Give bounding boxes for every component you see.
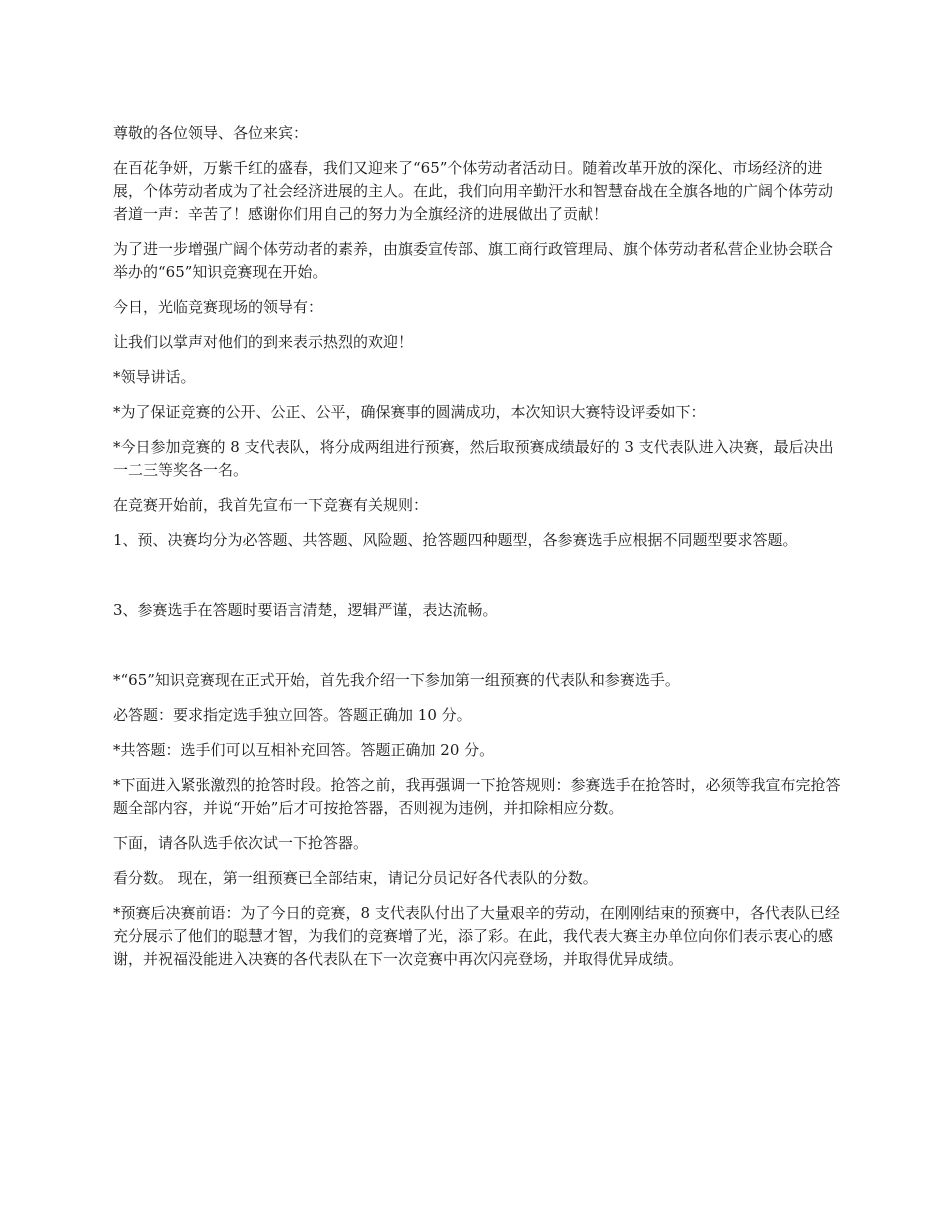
score-check: 看分数。 现在，第一组预赛已全部结束，请记分员记好各代表队的分数。 [113,869,598,887]
blank-space [113,634,841,669]
leader-speech: *领导讲话。 [113,368,196,386]
rule-3: 3、参赛选手在答题时要语言清楚，逻辑严谨，表达流畅。 [113,601,498,619]
rule-1: 1、预、决赛均分为必答题、共答题、风险题、抢答题四种题型，各参赛选手应根据不同题型要求答题。 [113,531,798,549]
opening-paragraph: 在百花争妍，万紫千红的盛春，我们又迎来了“65”个体劳动者活动日。随着改革开放的深化、市场经济的进展，个体劳动者成为了社会经济进展的主人。在此，我们向用辛勤汗水和智慧奋战在全旗各地的广阔个体劳动者道一声：辛苦了！感谢你们用自己的努力为全旗经济的进展做出了贡献！ [113,159,834,223]
blank-space [113,564,841,599]
announcement-paragraph: 为了进一步增强广阔个体劳动者的素养，由旗委宣传部、旗工商行政管理局、旗个体劳动者私营企业协会联合举办的“65”知识竞赛现在开始。 [113,240,834,281]
buzzer-test: 下面，请各队选手依次试一下抢答器。 [113,834,369,852]
contest-start: *“65”知识竞赛现在正式开始，首先我介绍一下参加第一组预赛的代表队和参赛选手。 [113,671,680,689]
rules-intro: 在竞赛开始前，我首先宣布一下竞赛有关规则： [113,496,429,514]
pre-final-remarks: *预赛后决赛前语：为了今日的竞赛，8 支代表队付出了大量艰辛的劳动，在刚刚结束的预赛中，各代表队已经充分展示了他们的聪慧才智，为我们的竞赛增了光，添了彩。在此，我代表大赛主办单位向你们表示衷心的感谢，并祝福没能进入决赛的各代表队在下一次竞赛中再次闪亮登场，并取得优异成绩。 [113,904,840,968]
teams-paragraph: *今日参加竞赛的 8 支代表队，将分成两组进行预赛，然后取预赛成绩最好的 3 支代表队进入决赛，最后决出一二三等奖各一名。 [113,438,834,479]
buzzer-rules: *下面进入紧张激烈的抢答时段。抢答之前，我再强调一下抢答规则：参赛选手在抢答时，必须等我宣布完抢答题全部内容，并说“开始”后才可按抢答器，否则视为违例，并扣除相应分数。 [113,776,841,817]
leaders-present: 今日，光临竞赛现场的领导有： [113,298,324,316]
required-questions: 必答题：要求指定选手独立回答。答题正确加 10 分。 [113,706,472,724]
welcome-line: 让我们以掌声对他们的到来表示热烈的欢迎！ [113,333,414,351]
judges-paragraph: *为了保证竞赛的公开、公正、公平，确保赛事的圆满成功，本次知识大赛特设评委如下： [113,403,706,421]
greeting: 尊敬的各位领导、各位来宾： [113,124,309,142]
shared-questions: *共答题：选手们可以互相补充回答。答题正确加 20 分。 [113,741,495,759]
document-page [113,122,841,983]
